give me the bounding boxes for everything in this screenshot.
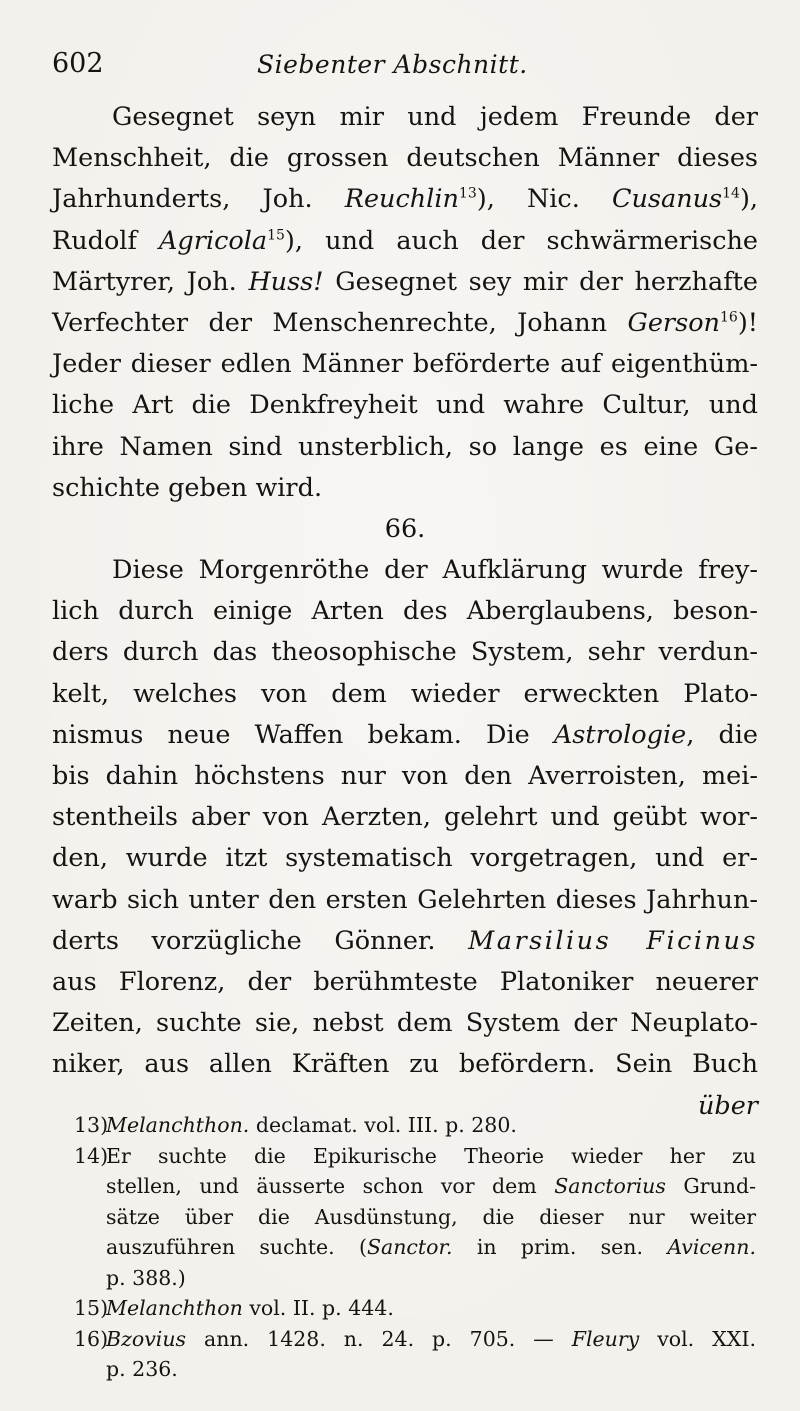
text-line: niker, aus allen Kräften zu befördern. Sein Buch: [52, 1049, 758, 1080]
footnote-14: 14) Er suchte die Epikurische Theorie wieder her zu stellen, und äusserte schon vor dem Sanctorius Grund- sätze über die Ausdünstung, die dieser nur weiter auszuführen suchte. (Sanctor. in prim. sen. Avicenn. p. 388.): [78, 1141, 756, 1294]
page-number: 602: [52, 48, 104, 79]
footnotes: [74, 1110, 756, 1385]
footnote-13: 13) Melanchthon. declamat. vol. III. p. 280.: [78, 1110, 756, 1141]
text-line: Gesegnet seyn mir und jedem Freunde der: [112, 102, 758, 132]
text-line: Zeiten, suchte sie, nebst dem System der Neuplato-: [52, 1008, 758, 1039]
text-line: Rudolf Agricola$^{15}$), und auch der schwärmerische: [52, 225, 758, 256]
footnote-ref: 16: [719, 309, 738, 326]
name-agricola: Agricola: [159, 225, 268, 256]
body-text: [52, 97, 758, 1127]
running-head: Siebenter Abschnitt.: [257, 50, 528, 79]
text-line: kelt, welches von dem wieder erweckten Plato-: [52, 678, 758, 709]
name-reuchlin: Reuchlin: [344, 184, 459, 215]
text-line: lich durch einige Arten des Aberglaubens, beson-: [52, 596, 758, 627]
term-astrologie: Astrologie: [553, 719, 687, 750]
section-number: 66.: [384, 513, 426, 544]
text-line: Märtyrer, Joh. Huss! Gesegnet sey mir der herzhafte: [52, 266, 758, 297]
footnote-number: 14): [74, 1143, 109, 1168]
footnote-ref: 14: [722, 185, 740, 202]
text-line: Diese Morgenröthe der Aufklärung wurde frey-: [112, 555, 758, 586]
text-line: liche Art die Denkfreyheit und wahre Cultur, und: [52, 390, 758, 421]
footnote-ref: 13: [458, 185, 477, 202]
text-line: nismus neue Waffen bekam. Die Astrologie, die: [52, 719, 759, 750]
text-line: Jahrhunderts, Joh. Reuchlin$^{13}$), Nic. Cusanus$^{14}$),: [52, 184, 759, 215]
text-line: Verfechter der Menschenrechte, Johann Gerson$^{16}$)!: [52, 307, 759, 338]
name-gerson: Gerson: [627, 307, 720, 338]
footnote-ref: 15: [267, 227, 285, 244]
text-line: stentheils aber von Aerzten, gelehrt und geübt wor-: [52, 802, 758, 833]
name-cusanus: Cusanus: [611, 184, 723, 215]
text-line: derts vorzügliche Gönner. Marsilius Ficinus: [52, 925, 759, 956]
text-line: schichte geben wird.: [52, 472, 323, 503]
text-line: bis dahin höchstens nur von den Averroisten, mei-: [52, 761, 758, 791]
text-line: aus Florenz, der berühmteste Platoniker neuerer: [52, 966, 758, 997]
text-line: ihre Namen sind unsterblich, so lange es eine Ge-: [52, 431, 758, 462]
footnote-number: 15): [74, 1296, 109, 1320]
page-header: [52, 48, 752, 88]
footnote-16: 16) Bzovius ann. 1428. n. 24. p. 705. — Fleury vol. XXI. p. 236.: [78, 1324, 756, 1385]
name-huss: Huss!: [248, 266, 324, 297]
text-line: Menschheit, die grossen deutschen Männer dieses: [52, 143, 758, 174]
text-line: warb sich unter den ersten Gelehrten dieses Jahrhun-: [52, 884, 758, 915]
text-line: Jeder dieser edlen Männer beförderte auf eigenthüm-: [52, 349, 758, 380]
name-ficinus: Marsilius Ficinus: [468, 925, 759, 956]
catchword: über: [697, 1090, 758, 1121]
text-line: ders durch das theosophische System, sehr verdun-: [52, 637, 758, 668]
text-line: den, wurde itzt systematisch vorgetragen, und er-: [52, 843, 758, 874]
footnote-number: 13): [74, 1113, 109, 1137]
footnote-number: 16): [74, 1326, 109, 1351]
footnote-15: 15) Melanchthon vol. II. p. 444.: [78, 1293, 756, 1324]
